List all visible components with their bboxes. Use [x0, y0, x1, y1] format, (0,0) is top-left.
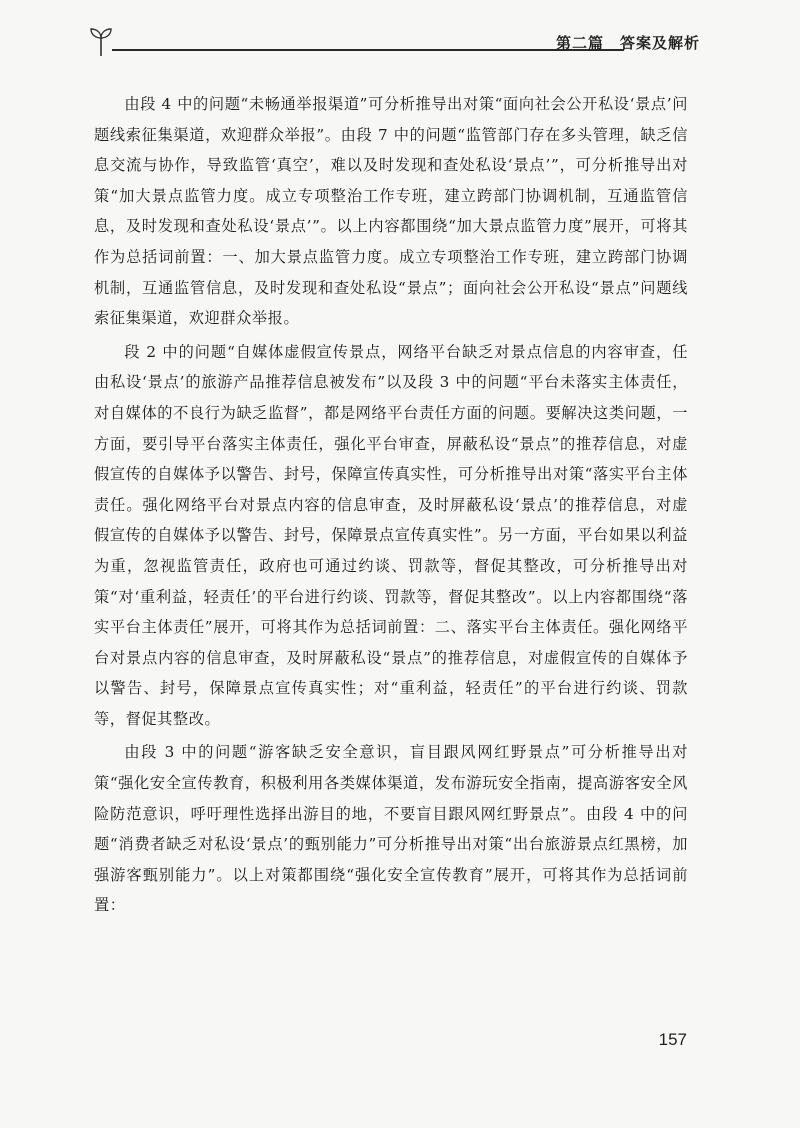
paragraph-1: 由段 4 中的问题“未畅通举报渠道”可分析推导出对策“面向社会公开私设‘景点’问题线索征集渠道，欢迎群众举报”。由段 7 中的问题“监管部门存在多头管理，缺乏信息交流与协作，导致监管‘真空’，难以及时发现和查处私设‘景点’”，可分析推导出对策“加大景点监管力度。成立专项整治工作专班，建立跨部门协调机制，互通监管信息，及时发现和查处私设‘景点’”。以上内容都围绕“加大景点监管力度”展开，可将其作为总括词前置：一、加大景点监管力度。成立专项整治工作专班，建立跨部门协调机制，互通监管信息，及时发现和查处私设“景点”；面向社会公开私设“景点”问题线索征集渠道，欢迎群众举报。 — [94, 95, 688, 328]
section-title: 第二篇 答案及解析 — [555, 34, 700, 52]
header-rule — [112, 49, 624, 51]
paragraph-2: 段 2 中的问题“自媒体虚假宣传景点，网络平台缺乏对景点信息的内容审查，任由私设‘景点’的旅游产品推荐信息被发布”以及段 3 中的问题“平台未落实主体责任，对自媒体的不良行为缺乏监督”，都是网络平台责任方面的问题。要解决这类问题，一方面，要引导平台落实主体责任，强化平台审查，屏蔽私设“景点”的推荐信息，对虚假宣传的自媒体予以警告、封号，保障宣传真实性，可分析推导出对策“落实平台主体责任。强化网络平台对景点内容的信息审查，及时屏蔽私设‘景点’的推荐信息，对虚假宣传的自媒体予以警告、封号，保障景点宣传真实性”。另一方面，平台如果以利益为重，忽视监管责任，政府也可通过约谈、罚款等，督促其整改，可分析推导出对策“对‘重利益，轻责任’的平台进行约谈、罚款等，督促其整改”。以上内容都围绕“落实平台主体责任”展开，可将其作为总括词前置：二、落实平台主体责任。强化网络平台对景点内容的信息审查，及时屏蔽私设“景点”的推荐信息，对虚假宣传的自媒体予以警告、封号，保障景点宣传真实性；对“重利益，轻责任”的平台进行约谈、罚款等，督促其整改。 — [94, 342, 688, 728]
sprout-icon — [88, 24, 114, 58]
page-number: 157 — [658, 1030, 687, 1049]
paragraph-3: 由段 3 中的问题“游客缺乏安全意识，盲目跟风网红野景点”可分析推导出对策“强化安全宣传教育，积极利用各类媒体渠道，发布游玩安全指南，提高游客安全风险防范意识，呼吁理性选择出游目的地，不要盲目跟风网红野景点”。由段 4 中的问题“消费者缺乏对私设‘景点’的甄别能力”可分析推导出对策“出台旅游景点红黑榜，加强游客甄别能力”。以上对策都围绕“强化安全宣传教育”展开，可将其作为总括词前置： — [94, 743, 688, 915]
running-header — [88, 28, 700, 58]
answer-body — [94, 89, 688, 921]
